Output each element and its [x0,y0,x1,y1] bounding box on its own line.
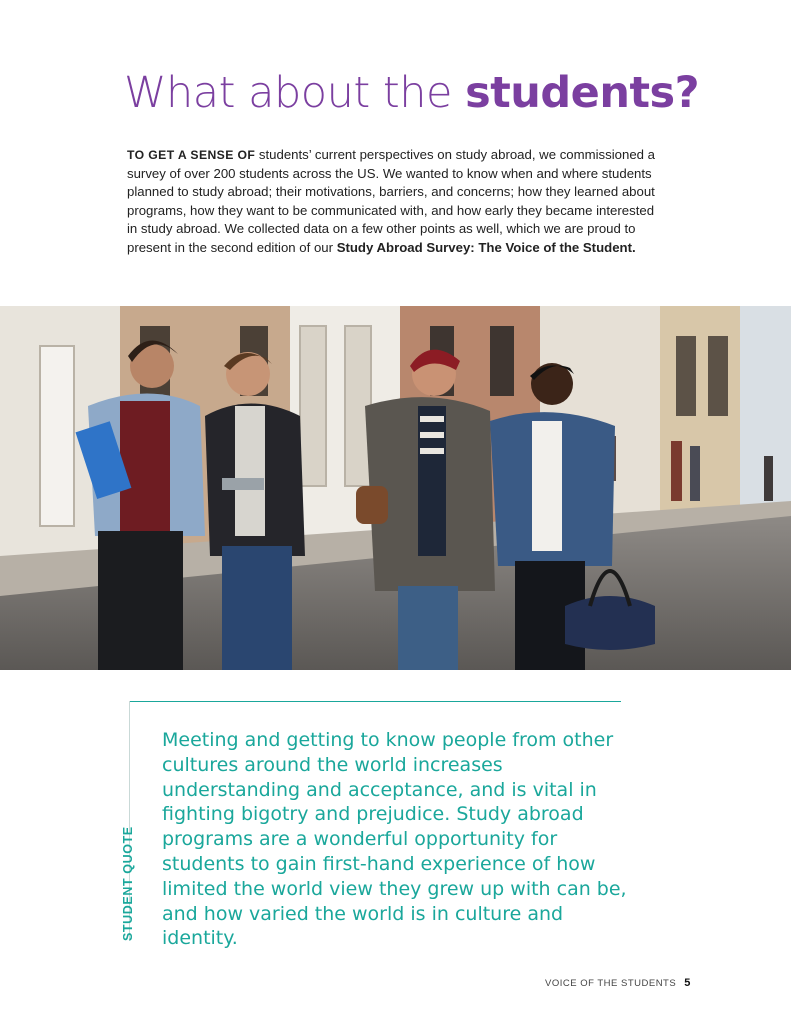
quote-text: Meeting and getting to know people from other cultures around the world increases understanding and acceptance, and is vital in fighting bigotry and prejudice. Study abroad programs are a wonderful opportunity for students to gain first-hand experience of how limited the world view they grew up with can be, and how varied the world is in culture and identity. [162,729,627,950]
footer-section: VOICE OF THE STUDENTS [545,978,677,989]
quote-top-rule [129,701,621,702]
intro-body: students’ current perspectives on study abroad, we commissioned a survey of over 200 students across the US. We wanted to know when and where students planned to study abroad; their motivations, barriers, and concerns; how they learned about programs, how they want to be communicated with, and how early they became interested in study abroad. We collected data on a few other points as well, which we are proud to present in the second edition of our [127,147,655,255]
intro-paragraph [127,146,667,258]
intro-lead: TO GET A SENSE OF [127,148,256,162]
page-title [124,68,699,118]
quote-label: STUDENT QUOTE [121,826,135,941]
page-title-bold: students? [465,68,700,118]
students-photo [0,306,791,670]
survey-name: Study Abroad Survey: The Voice of the Student. [336,239,636,255]
page-footer [545,977,691,989]
page-title-light: What about the [124,68,466,118]
page-number: 5 [684,977,691,989]
